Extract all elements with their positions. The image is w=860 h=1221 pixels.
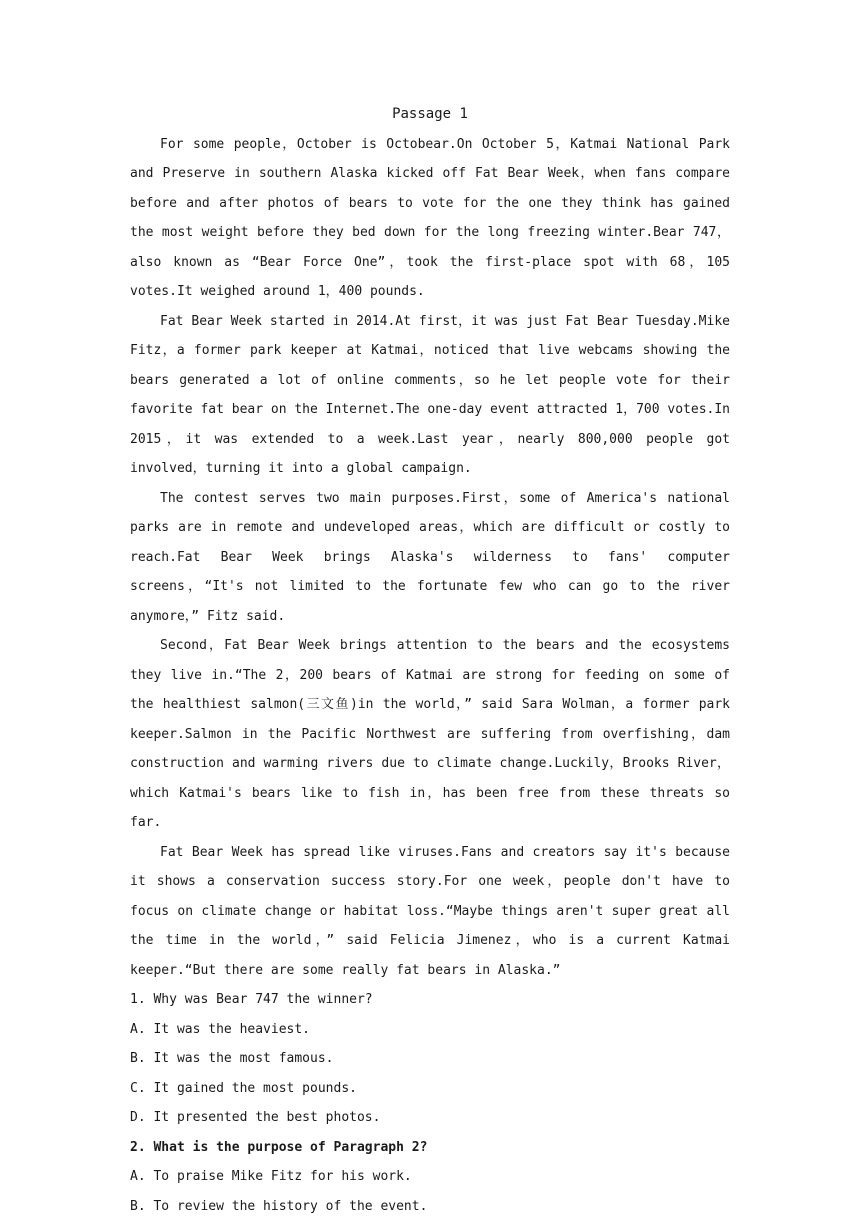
paragraph-5: Fat Bear Week has spread like viruses.Fans and creators say it's because it shows a conservation success story.For one week，people don't have to focus on climate change or habitat loss.“Maybe things aren't super great all the time in the world，” said Felicia Jimenez，who is a current Katmai keeper.“But there are some really fat bears in Alaska.” bbox=[130, 838, 730, 986]
question-2-option-a: A. To praise Mike Fitz for his work. bbox=[130, 1162, 730, 1192]
passage-title: Passage 1 bbox=[130, 100, 730, 130]
paragraph-1: For some people，October is Octobear.On October 5，Katmai National Park and Preserve in southern Alaska kicked off Fat Bear Week，when fans compare before and after photos of bears to vote for the one they think has gained the most weight before they bed down for the long freezing winter.Bear 747，also known as “Bear Force One”，took the first-place spot with 68，105 votes.It weighed around 1，400 pounds. bbox=[130, 130, 730, 307]
paragraph-4: Second，Fat Bear Week brings attention to the bears and the ecosystems they live in.“The 2，200 bears of Katmai are strong for feeding on some of the healthiest salmon(三文鱼)in the world，” said Sara Wolman，a former park keeper.Salmon in the Pacific Northwest are suffering from overfishing，dam construction and warming rivers due to climate change.Luckily，Brooks River，which Katmai's bears like to fish in，has been free from these threats so far. bbox=[130, 631, 730, 838]
paragraph-3: The contest serves two main purposes.First，some of America's national parks are in remote and undeveloped areas，which are difficult or costly to reach.Fat Bear Week brings Alaska's wilderness to fans' computer screens，“It's not limited to the fortunate few who can go to the river anymore，” Fitz said. bbox=[130, 484, 730, 632]
question-1-option-a: A. It was the heaviest. bbox=[130, 1015, 730, 1045]
question-1-option-d: D. It presented the best photos. bbox=[130, 1103, 730, 1133]
question-2-option-b: B. To review the history of the event. bbox=[130, 1192, 730, 1221]
question-1-option-c: C. It gained the most pounds. bbox=[130, 1074, 730, 1104]
paragraph-2: Fat Bear Week started in 2014.At first，it was just Fat Bear Tuesday.Mike Fitz，a former park keeper at Katmai，noticed that live webcams showing the bears generated a lot of online comments，so he let people vote for their favorite fat bear on the Internet.The one-day event attracted 1，700 votes.In 2015，it was extended to a week.Last year，nearly 800,000 people got involved，turning it into a global campaign. bbox=[130, 307, 730, 484]
question-1-stem: 1. Why was Bear 747 the winner? bbox=[130, 985, 730, 1015]
document-page bbox=[130, 100, 730, 1221]
question-2-stem: 2. What is the purpose of Paragraph 2? bbox=[130, 1133, 730, 1163]
question-1-option-b: B. It was the most famous. bbox=[130, 1044, 730, 1074]
